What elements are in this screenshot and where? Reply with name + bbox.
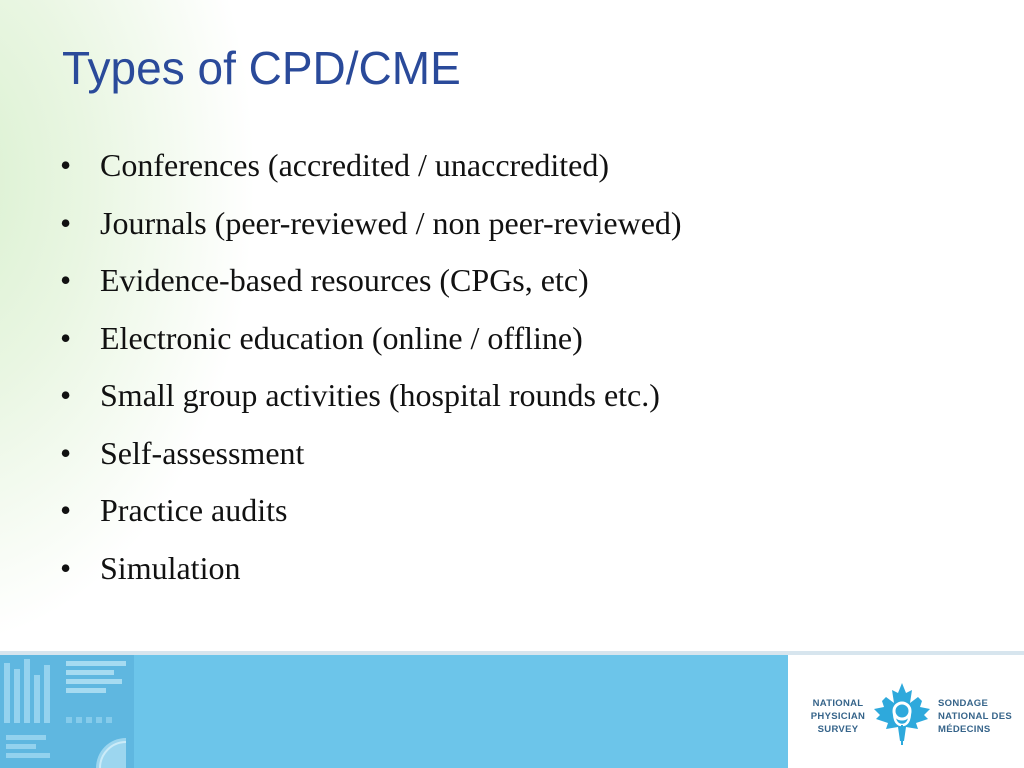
bullet-marker: •: [60, 434, 72, 471]
bullet-text: Practice audits: [100, 492, 288, 528]
bullet-text: Journals (peer-reviewed / non peer-reviewed): [100, 204, 682, 241]
bullet-marker: •: [60, 147, 72, 183]
chart-graphic-decoration: [0, 655, 134, 768]
bullet-marker: •: [60, 549, 72, 586]
bullet-marker: •: [60, 204, 72, 241]
logo-text-line: PHYSICIAN: [810, 711, 866, 722]
bullet-text: Conferences (accredited / unaccredited): [100, 147, 610, 183]
bullet-text: Evidence-based resources (CPGs, etc): [100, 262, 589, 298]
bullet-marker: •: [60, 377, 72, 413]
logo-text-line: SONDAGE: [938, 698, 989, 709]
logo-text-line: NATIONAL DES: [938, 711, 1012, 722]
logo-text-french: [938, 697, 1012, 736]
footer-band: [0, 655, 788, 768]
logo-text-line: MÉDECINS: [938, 724, 991, 735]
bullet-text: Self-assessment: [100, 434, 305, 471]
bullet-marker: •: [60, 492, 72, 528]
bullet-text: Electronic education (online / offline): [100, 319, 583, 356]
bullet-text: Small group activities (hospital rounds etc.): [100, 377, 660, 413]
footer-logo: [788, 655, 1024, 768]
bullet-marker: •: [60, 262, 72, 298]
footer: [0, 651, 1024, 768]
logo-text-english: [808, 697, 868, 736]
bullet-marker: •: [60, 319, 72, 356]
logo-text-line: NATIONAL: [812, 698, 864, 709]
bullet-text: Simulation: [100, 549, 241, 586]
logo-text-line: SURVEY: [817, 724, 859, 735]
slide-title: Types of CPD/CME: [62, 42, 461, 94]
maple-leaf-stethoscope-icon: [868, 681, 936, 747]
